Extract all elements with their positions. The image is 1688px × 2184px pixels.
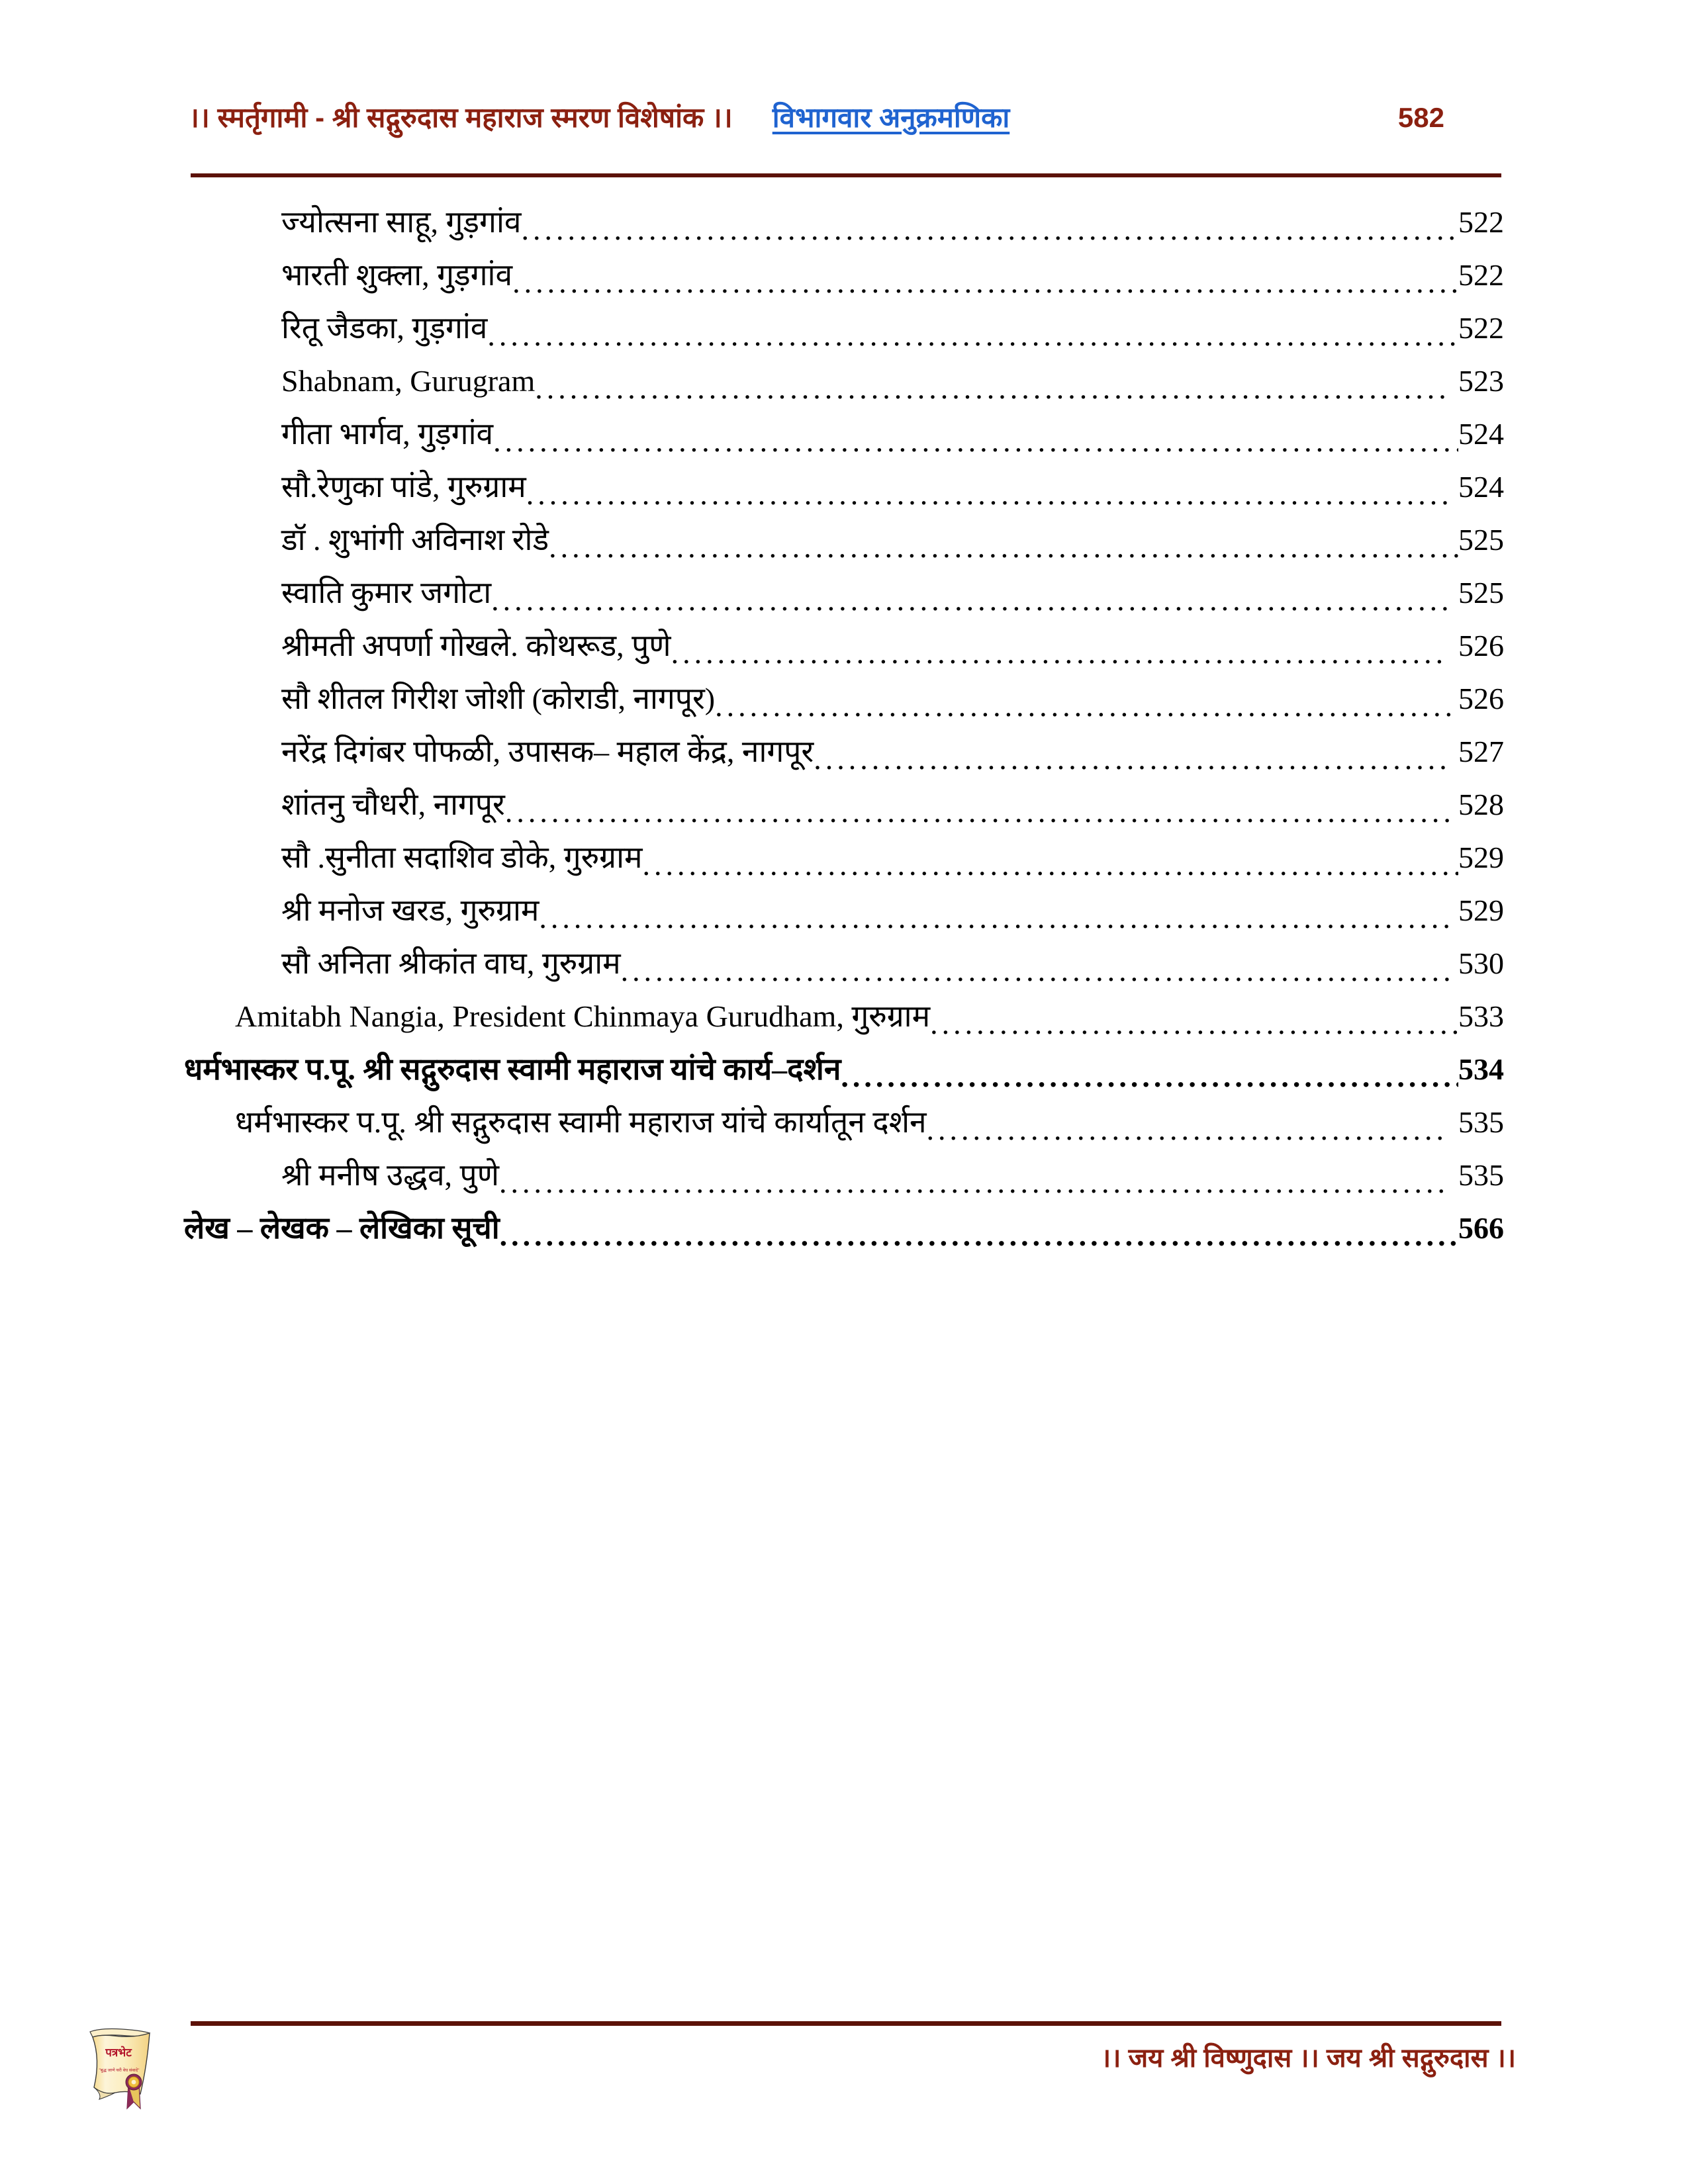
toc-entry-page-number: 522	[1458, 311, 1504, 345]
toc-entry[interactable]	[0, 196, 1688, 249]
toc-entry[interactable]	[0, 619, 1688, 672]
header-book-title: ।। स्मर्तृगामी - श्री सद्गुरुदास महाराज स्मरण विशेषांक ।।	[189, 102, 733, 133]
toc-entry-page-number: 566	[1458, 1211, 1504, 1245]
page-header	[189, 98, 1503, 155]
toc-entry-label: Amitabh Nangia, President Chinmaya Gurudham, गुरुग्राम	[235, 999, 931, 1033]
toc-entry-page-number: 529	[1458, 893, 1504, 927]
header-section-link[interactable]: विभागवार अनुक्रमणिका	[772, 102, 1010, 133]
toc-dot-leader	[621, 960, 1449, 990]
table-of-contents	[0, 196, 1688, 1255]
toc-entry[interactable]	[0, 884, 1688, 937]
toc-entry-label: ज्योत्सना साहू, गुड़गांव	[281, 205, 522, 239]
toc-entry[interactable]	[0, 355, 1688, 408]
toc-entry-page-number: 526	[1458, 682, 1504, 715]
toc-entry-label: धर्मभास्कर प.पू. श्री सद्गुरुदास स्वामी महाराज यांचे कार्य–दर्शन	[184, 1052, 841, 1086]
toc-entry-label: रितू जैडका, गुड़गांव	[281, 311, 488, 345]
toc-dot-leader	[491, 589, 1449, 619]
toc-entry[interactable]	[0, 1043, 1688, 1096]
toc-entry[interactable]	[0, 302, 1688, 355]
toc-entry[interactable]	[0, 461, 1688, 514]
toc-entry-page-number: 533	[1458, 999, 1504, 1033]
toc-dot-leader	[526, 483, 1449, 514]
toc-entry-page-number: 534	[1458, 1052, 1504, 1086]
toc-entry[interactable]	[0, 408, 1688, 461]
toc-dot-leader	[535, 377, 1449, 408]
toc-entry-page-number: 523	[1458, 364, 1504, 398]
toc-entry-label: सौ .सुनीता सदाशिव डोके, गुरुग्राम	[281, 841, 643, 874]
toc-entry-label: श्री मनोज खरड, गुरुग्राम	[281, 893, 539, 927]
toc-dot-leader	[512, 271, 1458, 302]
toc-entry-label: सौ अनिता श्रीकांत वाघ, गुरुग्राम	[281, 946, 621, 980]
toc-entry-label: गीता भार्गव, गुड़गांव	[281, 417, 494, 451]
toc-entry-page-number: 524	[1458, 417, 1504, 451]
toc-entry[interactable]	[0, 778, 1688, 831]
toc-entry-label: सौ.रेणुका पांडे, गुरुग्राम	[281, 470, 526, 504]
svg-text:पत्रभेट: पत्रभेट	[105, 2046, 132, 2059]
svg-text:"बुद्ध जाणे घरी वेध संवादे": "बुद्ध जाणे घरी वेध संवादे"	[99, 2068, 140, 2073]
toc-dot-leader	[927, 1118, 1449, 1149]
toc-dot-leader	[499, 1171, 1449, 1202]
patrabhet-scroll-logo	[81, 2026, 165, 2114]
toc-dot-leader	[539, 907, 1449, 937]
toc-dot-leader	[930, 1013, 1458, 1043]
toc-dot-leader	[549, 536, 1458, 567]
toc-entry[interactable]	[0, 937, 1688, 990]
toc-entry-page-number: 535	[1458, 1158, 1504, 1192]
toc-entry[interactable]	[0, 249, 1688, 302]
toc-dot-leader	[643, 854, 1458, 884]
toc-entry-page-number: 530	[1458, 946, 1504, 980]
toc-dot-leader	[521, 218, 1458, 249]
toc-entry[interactable]	[0, 567, 1688, 619]
toc-dot-leader	[493, 430, 1458, 461]
toc-entry-page-number: 525	[1458, 576, 1504, 610]
footer-blessing: ।। जय श्री विष्णुदास ।। जय श्री सद्गुरुदास ।।	[1101, 2044, 1516, 2073]
toc-entry[interactable]	[0, 725, 1688, 778]
toc-entry-label: Shabnam, Gurugram	[281, 364, 536, 398]
toc-entry-page-number: 529	[1458, 841, 1504, 874]
toc-entry[interactable]	[0, 1202, 1688, 1255]
toc-dot-leader	[671, 642, 1449, 672]
toc-entry-label: श्री मनीष उद्धव, पुणे	[281, 1158, 499, 1192]
toc-entry-label: स्वाति कुमार जगोटा	[281, 576, 492, 610]
header-divider	[191, 173, 1501, 177]
toc-dot-leader	[715, 695, 1458, 725]
toc-entry-page-number: 535	[1458, 1105, 1504, 1139]
toc-dot-leader	[505, 801, 1449, 831]
toc-entry-page-number: 522	[1458, 205, 1504, 239]
toc-entry-label: लेख – लेखक – लेखिका सूची	[184, 1211, 500, 1245]
toc-entry[interactable]	[0, 672, 1688, 725]
toc-entry[interactable]	[0, 1149, 1688, 1202]
toc-entry-label: डॉ . शुभांगी अविनाश रोडे	[281, 523, 549, 557]
toc-entry-page-number: 526	[1458, 629, 1504, 662]
toc-dot-leader	[500, 1224, 1458, 1255]
toc-entry[interactable]	[0, 1096, 1688, 1149]
toc-dot-leader	[487, 324, 1458, 355]
toc-entry-page-number: 528	[1458, 788, 1504, 821]
toc-entry[interactable]	[0, 831, 1688, 884]
toc-entry-page-number: 525	[1458, 523, 1504, 557]
toc-dot-leader	[814, 748, 1449, 778]
toc-entry-page-number: 524	[1458, 470, 1504, 504]
header-page-number: 582	[1397, 102, 1444, 133]
toc-entry-label: भारती शुक्ला, गुड़गांव	[281, 258, 513, 292]
toc-entry-label: सौ शीतल गिरीश जोशी (कोराडी, नागपूर)	[281, 682, 716, 715]
toc-entry-label: नरेंद्र दिगंबर पोफळी, उपासक– महाल केंद्र, नागपूर	[281, 735, 814, 768]
toc-entry[interactable]	[0, 514, 1688, 567]
toc-dot-leader	[841, 1066, 1458, 1096]
toc-entry-label: शांतनु चौधरी, नागपूर	[281, 788, 505, 821]
footer-divider	[191, 2021, 1501, 2026]
toc-entry[interactable]	[0, 990, 1688, 1043]
toc-entry-label: श्रीमती अपर्णा गोखले. कोथरूड, पुणे	[281, 629, 671, 662]
toc-entry-page-number: 522	[1458, 258, 1504, 292]
toc-entry-page-number: 527	[1458, 735, 1504, 768]
toc-entry-label: धर्मभास्कर प.पू. श्री सद्गुरुदास स्वामी महाराज यांचे कार्यातून दर्शन	[235, 1105, 927, 1139]
